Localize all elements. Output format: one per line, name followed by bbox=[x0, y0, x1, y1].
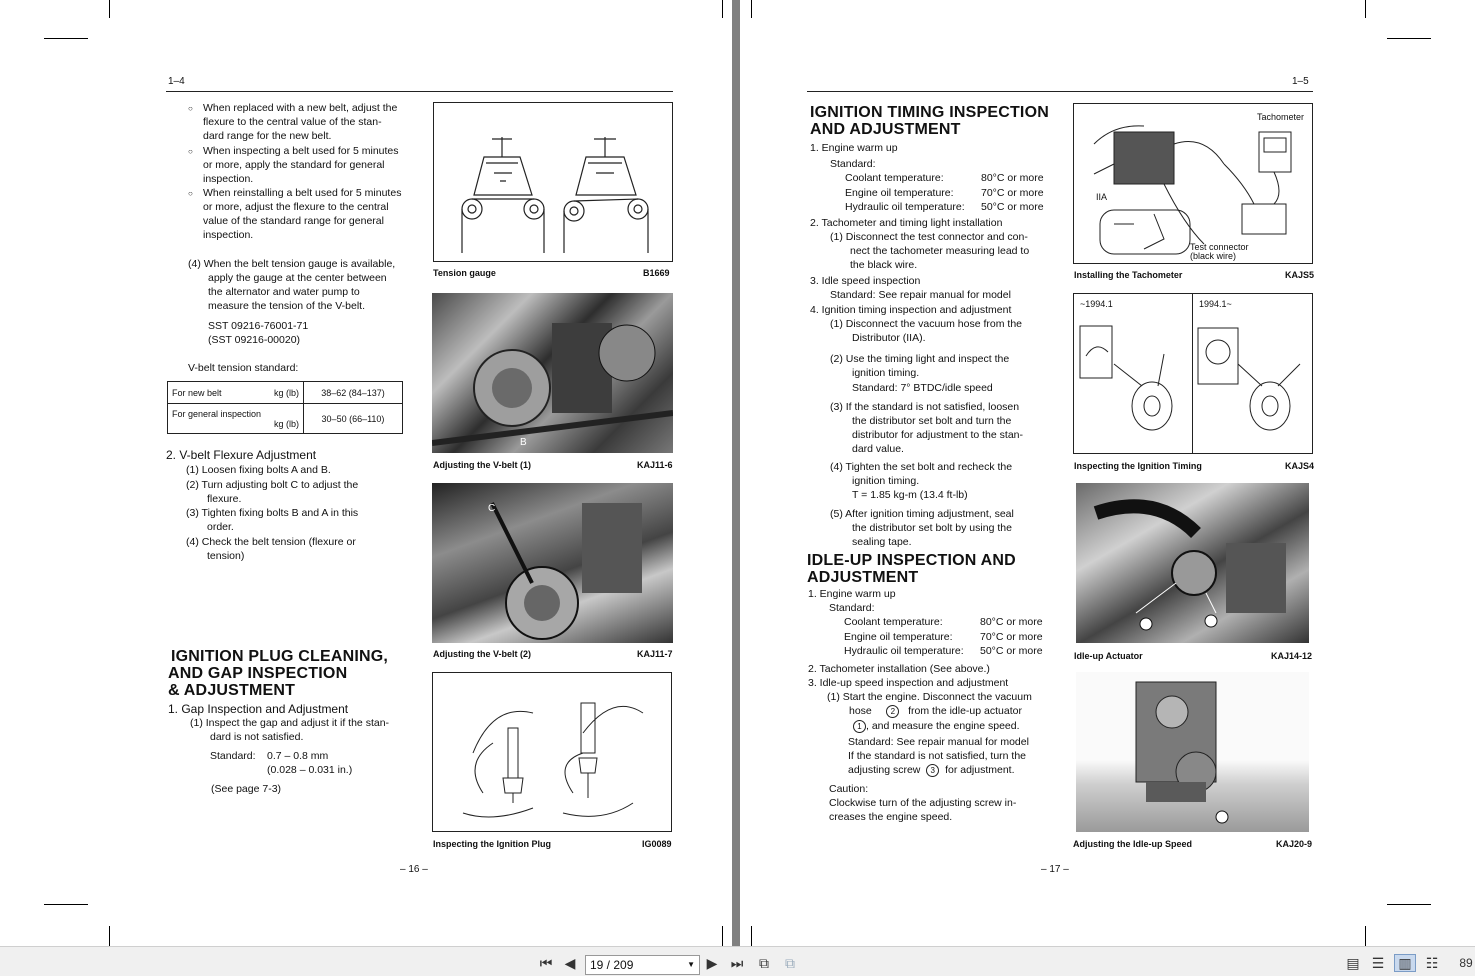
figure-caption: Inspecting the Ignition Timing bbox=[1074, 461, 1202, 471]
step-line: distributor for adjustment to the stan- bbox=[852, 429, 1023, 441]
figure-label: (black wire) bbox=[1190, 251, 1237, 261]
callout-circle: 3 bbox=[926, 764, 939, 777]
standard-line: Standard: See repair manual for model bbox=[848, 736, 1029, 748]
figure-caption: Tension gauge bbox=[433, 268, 496, 278]
page-number-value: 19 / 209 bbox=[590, 958, 634, 972]
step-line: order. bbox=[207, 521, 234, 533]
spec-key: Coolant temperature: bbox=[844, 616, 943, 628]
step-line: ignition timing. bbox=[852, 475, 920, 487]
step-line: (5) After ignition timing adjustment, seal bbox=[830, 508, 1014, 520]
navigate-forward-icon: ⧉ bbox=[785, 954, 795, 971]
step-line: sealing tape. bbox=[852, 536, 912, 548]
crop-mark bbox=[751, 0, 752, 18]
figure-code: KAJ14-12 bbox=[1271, 651, 1313, 661]
step-line: nect the tachometer measuring lead to bbox=[850, 245, 1030, 257]
section-heading: IGNITION PLUG CLEANING, bbox=[171, 648, 389, 665]
spec-value: 50°C or more bbox=[981, 201, 1044, 213]
continuous-view-button[interactable] bbox=[1368, 954, 1388, 972]
sst-number: SST 09216-76001-71 bbox=[208, 320, 309, 332]
photo-adjusting-vbelt-1 bbox=[432, 293, 673, 453]
zoom-level[interactable] bbox=[1456, 954, 1475, 972]
crop-mark bbox=[44, 38, 88, 39]
figure-caption: Idle-up Actuator bbox=[1074, 651, 1143, 661]
bullet-line: or more, apply the standard for general bbox=[203, 159, 385, 171]
step-line: 1. Engine warm up bbox=[808, 588, 896, 600]
step-line: Distributor (IIA). bbox=[852, 332, 926, 344]
torque-line: T = 1.85 kg-m (13.4 ft-lb) bbox=[852, 489, 968, 501]
first-page-icon: ⏮ bbox=[539, 954, 553, 971]
step-line: (1) Disconnect the vacuum hose from the bbox=[830, 318, 1023, 330]
previous-page-icon: ◀ bbox=[564, 954, 576, 971]
step-line: (3) If the standard is not satisfied, loosen bbox=[830, 401, 1020, 413]
step-line: (1) Inspect the gap and adjust it if the stan- bbox=[190, 717, 390, 729]
step-line bbox=[848, 763, 1015, 777]
step-line: (2) Turn adjusting bolt C to adjust the bbox=[186, 479, 359, 491]
crop-mark bbox=[1365, 0, 1366, 18]
bullet-line: When inspecting a belt used for 5 minutes bbox=[203, 145, 399, 157]
table-unit: kg (lb) bbox=[273, 418, 299, 429]
caution-label: Caution: bbox=[829, 783, 869, 795]
table-cell: For new belt bbox=[172, 387, 222, 398]
page-number-field[interactable] bbox=[585, 955, 700, 975]
section-heading: IDLE-UP INSPECTION AND bbox=[807, 552, 1016, 569]
step-line: apply the gauge at the center between bbox=[208, 272, 387, 284]
spec-key: Engine oil temperature: bbox=[844, 631, 953, 643]
figure-tachometer bbox=[1073, 103, 1313, 264]
step-line: 3. Idle speed inspection bbox=[810, 275, 921, 287]
continuous-facing-icon: ☷ bbox=[1425, 954, 1439, 971]
bullet-line: flexure to the central value of the stan- bbox=[203, 116, 382, 128]
standard-value: 0.7 – 0.8 mm bbox=[267, 750, 329, 762]
step-line: the distributor set bolt and turn the bbox=[852, 415, 1012, 427]
photo-adjusting-vbelt-2 bbox=[432, 483, 673, 643]
page-header-number: 1–5 bbox=[1292, 76, 1309, 87]
step-line: the distributor set bolt by using the bbox=[852, 522, 1012, 534]
tachometer-drawing bbox=[1074, 104, 1312, 263]
figure-label: IIA bbox=[1096, 192, 1108, 202]
standard-label: Standard: bbox=[830, 158, 876, 170]
figure-code: B1669 bbox=[643, 268, 670, 278]
standard-line: Standard: 7° BTDC/idle speed bbox=[852, 382, 993, 394]
tension-gauge-drawing bbox=[434, 103, 672, 261]
step-line: tension) bbox=[207, 550, 245, 562]
figure-caption: Installing the Tachometer bbox=[1074, 270, 1183, 280]
spec-key: Engine oil temperature: bbox=[845, 187, 954, 199]
crop-mark bbox=[751, 926, 752, 946]
next-page-icon: ▶ bbox=[706, 954, 718, 971]
figure-ignition-plug bbox=[432, 672, 672, 832]
bullet-line: When reinstalling a belt used for 5 minutes bbox=[203, 187, 402, 199]
table-cell: 30–50 (66–110) bbox=[304, 404, 403, 434]
step-line: 3. Idle-up speed inspection and adjustment bbox=[808, 677, 1009, 689]
facing-pages-icon: ▥ bbox=[1398, 954, 1412, 971]
text-fragment: , and measure the engine speed. bbox=[866, 720, 1020, 732]
single-page-view-button[interactable] bbox=[1344, 954, 1362, 972]
figure-code: KAJ11-6 bbox=[637, 460, 673, 470]
table-cell: 38–62 (84–137) bbox=[304, 382, 403, 404]
figure-code: IG0089 bbox=[642, 839, 672, 849]
text-fragment: adjusting screw bbox=[848, 764, 921, 776]
section-heading: AND GAP INSPECTION bbox=[168, 665, 348, 682]
caution-text: Clockwise turn of the adjusting screw in- bbox=[829, 797, 1017, 809]
spec-value: 70°C or more bbox=[981, 187, 1044, 199]
sst-number: (SST 09216-00020) bbox=[208, 334, 301, 346]
step-line: (4) Tighten the set bolt and recheck the bbox=[830, 461, 1013, 473]
section-heading: AND ADJUSTMENT bbox=[810, 121, 961, 138]
figure-caption: Adjusting the V-belt (1) bbox=[433, 460, 531, 470]
photo-shading bbox=[432, 483, 673, 643]
photo-adjusting-idle-up-speed bbox=[1076, 672, 1309, 832]
continuous-facing-view-button[interactable] bbox=[1422, 954, 1442, 972]
page-reference: (See page 7-3) bbox=[211, 783, 282, 795]
text-fragment: hose bbox=[849, 705, 872, 717]
spec-key: Hydraulic oil temperature: bbox=[844, 645, 964, 657]
callout-circle: 2 bbox=[886, 705, 899, 718]
spec-value: 80°C or more bbox=[981, 172, 1044, 184]
step-line: dard is not satisfied. bbox=[210, 731, 304, 743]
step-line bbox=[849, 704, 1022, 718]
figure-label: 1994.1~ bbox=[1199, 299, 1232, 309]
photo-shading bbox=[1076, 483, 1309, 643]
step-line: the alternator and water pump to bbox=[208, 286, 360, 298]
table-cell: For general inspection bbox=[172, 408, 262, 419]
figure-code: KAJS4 bbox=[1285, 461, 1315, 471]
page-left: 1–4 ○ When replaced with a new belt, adjust the flexure to the central value of the stan- dard range for the new belt. ○ When inspecting a belt used for 5 minutes or more, apply the standard for general inspection. ○ When reinstalling a belt used for 5 minutes or more, adjust the flexure to the central value of the standard range for general inspection. (4) When the belt tension gauge is available, apply the gauge at the center between the alternator and water pump to measure the tension of the V-belt. SST 09216-76001-71 (SST 09216-00020) V-belt tension standard: For new belt kg (lb) 38–62 (84–137) For general inspection kg (lb) 30–50 (66–110) 2. V-belt Flexure Adjustment (1) Loosen fixing bolts A and B. (2) Turn adjusting bolt C to adjust the flexure. (3) Tighten fixing bolts B and A in this order. (4) Check the belt tension (flexure or tension) IGNITION PLUG CLEANING, AND GAP INSPECTION & ADJUSTMENT 1. Gap Inspection and Adjustment (1) Inspect the gap and adjust it if the stan- dard is not satisfied. Standard: 0.7 – 0.8 mm (0.028 – 0.031 in.) (See page 7-3) Tension gauge B1669 B Adjusting the V-belt (1) KAJ11-6 C Adjusting the V-belt (2) KAJ11-7 Inspecting the Ignition Plug IG0089 – 16 – bbox=[0, 0, 732, 946]
figure-caption: Adjusting the V-belt (2) bbox=[433, 649, 531, 659]
bullet-line: value of the standard range for general bbox=[203, 215, 384, 227]
standard-label: Standard: bbox=[210, 750, 256, 762]
step-line: 2. Tachometer and timing light installation bbox=[810, 217, 1003, 229]
step-line: 2. Tachometer installation (See above.) bbox=[808, 663, 990, 675]
bullet-line: or more, adjust the flexure to the central bbox=[203, 201, 389, 213]
section-title: 1. Gap Inspection and Adjustment bbox=[168, 702, 349, 716]
navigate-forward-button[interactable] bbox=[780, 954, 800, 972]
spec-key: Hydraulic oil temperature: bbox=[845, 201, 965, 213]
step-line: flexure. bbox=[207, 493, 242, 505]
section-heading: & ADJUSTMENT bbox=[168, 682, 296, 699]
figure-tension-gauge bbox=[433, 102, 673, 262]
standard-value: (0.028 – 0.031 in.) bbox=[267, 764, 353, 776]
step-line: (1) Disconnect the test connector and con- bbox=[830, 231, 1028, 243]
bullet-line: inspection. bbox=[203, 173, 254, 185]
crop-mark bbox=[109, 926, 110, 946]
step-line: ignition timing. bbox=[852, 367, 920, 379]
timing-drawing bbox=[1074, 294, 1312, 453]
navigate-back-button[interactable] bbox=[754, 954, 774, 972]
spec-value: 50°C or more bbox=[980, 645, 1043, 657]
page-footer-number: – 17 – bbox=[1041, 864, 1069, 875]
figure-label: ~1994.1 bbox=[1080, 299, 1113, 309]
step-line: dard value. bbox=[852, 443, 904, 455]
standard-line: Standard: See repair manual for model bbox=[830, 289, 1011, 301]
step-line bbox=[853, 719, 1020, 733]
figure-caption: Adjusting the Idle-up Speed bbox=[1073, 839, 1192, 849]
bullet-line: When replaced with a new belt, adjust the bbox=[203, 102, 398, 114]
last-page-icon: ⏭ bbox=[730, 954, 744, 971]
next-page-button[interactable] bbox=[704, 954, 720, 972]
page-footer-number: – 16 – bbox=[400, 864, 428, 875]
crop-mark bbox=[44, 904, 88, 905]
figure-caption: Inspecting the Ignition Plug bbox=[433, 839, 551, 849]
step-line: If the standard is not satisfied, turn the bbox=[848, 750, 1027, 762]
callout-circle: 1 bbox=[853, 720, 866, 733]
table-label: V-belt tension standard: bbox=[188, 362, 299, 374]
section-heading: IGNITION TIMING INSPECTION bbox=[810, 104, 1049, 121]
figure-code: KAJ20-9 bbox=[1276, 839, 1313, 849]
step-line: (1) Start the engine. Disconnect the vacuum bbox=[827, 691, 1032, 703]
zoom-value: 89 bbox=[1459, 956, 1473, 970]
step-line: the black wire. bbox=[850, 259, 918, 271]
step-line: (4) When the belt tension gauge is available, bbox=[188, 258, 396, 270]
crop-mark bbox=[722, 926, 723, 946]
step-line: (2) Use the timing light and inspect the bbox=[830, 353, 1010, 365]
step-line: (3) Tighten fixing bolts B and A in this bbox=[186, 507, 359, 519]
figure-code: KAJ11-7 bbox=[637, 649, 673, 659]
step-line: 4. Ignition timing inspection and adjustment bbox=[810, 304, 1012, 316]
photo-label: B bbox=[520, 437, 527, 448]
single-page-icon: ▤ bbox=[1346, 954, 1360, 971]
standard-label: Standard: bbox=[829, 602, 875, 614]
crop-mark bbox=[1365, 926, 1366, 946]
header-rule bbox=[807, 91, 1313, 92]
bullet-line: inspection. bbox=[203, 229, 254, 241]
crop-mark bbox=[109, 0, 110, 18]
crop-mark bbox=[1387, 904, 1431, 905]
text-fragment: for adjustment. bbox=[945, 764, 1015, 776]
dropdown-arrow-icon: ▼ bbox=[687, 960, 695, 969]
navigate-back-icon: ⧉ bbox=[759, 954, 769, 971]
photo-label: C bbox=[488, 503, 496, 514]
step-line: (1) Loosen fixing bolts A and B. bbox=[186, 464, 331, 476]
figure-code: KAJS5 bbox=[1285, 270, 1315, 280]
spec-value: 70°C or more bbox=[980, 631, 1043, 643]
previous-page-button[interactable] bbox=[562, 954, 578, 972]
step-line: measure the tension of the V-belt. bbox=[208, 300, 366, 312]
last-page-button[interactable] bbox=[728, 954, 746, 972]
text-fragment: from the idle-up actuator bbox=[908, 705, 1022, 717]
ignition-plug-drawing bbox=[433, 673, 671, 831]
figure-ignition-timing bbox=[1073, 293, 1313, 454]
continuous-page-icon: ☰ bbox=[1371, 954, 1385, 971]
crop-mark bbox=[722, 0, 723, 18]
header-rule bbox=[166, 91, 673, 92]
spec-key: Coolant temperature: bbox=[845, 172, 944, 184]
facing-view-button[interactable] bbox=[1394, 954, 1416, 972]
figure-label: Test connector bbox=[1190, 242, 1249, 252]
page-right bbox=[740, 0, 1475, 946]
photo-shading bbox=[1076, 672, 1309, 832]
step-line: (4) Check the belt tension (flexure or bbox=[186, 536, 356, 548]
figure-label: Tachometer bbox=[1257, 112, 1305, 122]
photo-shading bbox=[432, 293, 673, 453]
table-unit: kg (lb) bbox=[273, 387, 299, 398]
vbelt-tension-table bbox=[167, 381, 403, 434]
crop-mark bbox=[1387, 38, 1431, 39]
section-title: 2. V-belt Flexure Adjustment bbox=[166, 448, 317, 462]
caution-text: creases the engine speed. bbox=[829, 811, 953, 823]
bullet-line: dard range for the new belt. bbox=[203, 130, 332, 142]
spec-value: 80°C or more bbox=[980, 616, 1043, 628]
section-heading: ADJUSTMENT bbox=[807, 569, 919, 586]
page-header-number: 1–4 bbox=[168, 76, 185, 87]
step-line: 1. Engine warm up bbox=[810, 142, 898, 154]
photo-idle-up-actuator bbox=[1076, 483, 1309, 643]
first-page-button[interactable] bbox=[538, 954, 554, 972]
